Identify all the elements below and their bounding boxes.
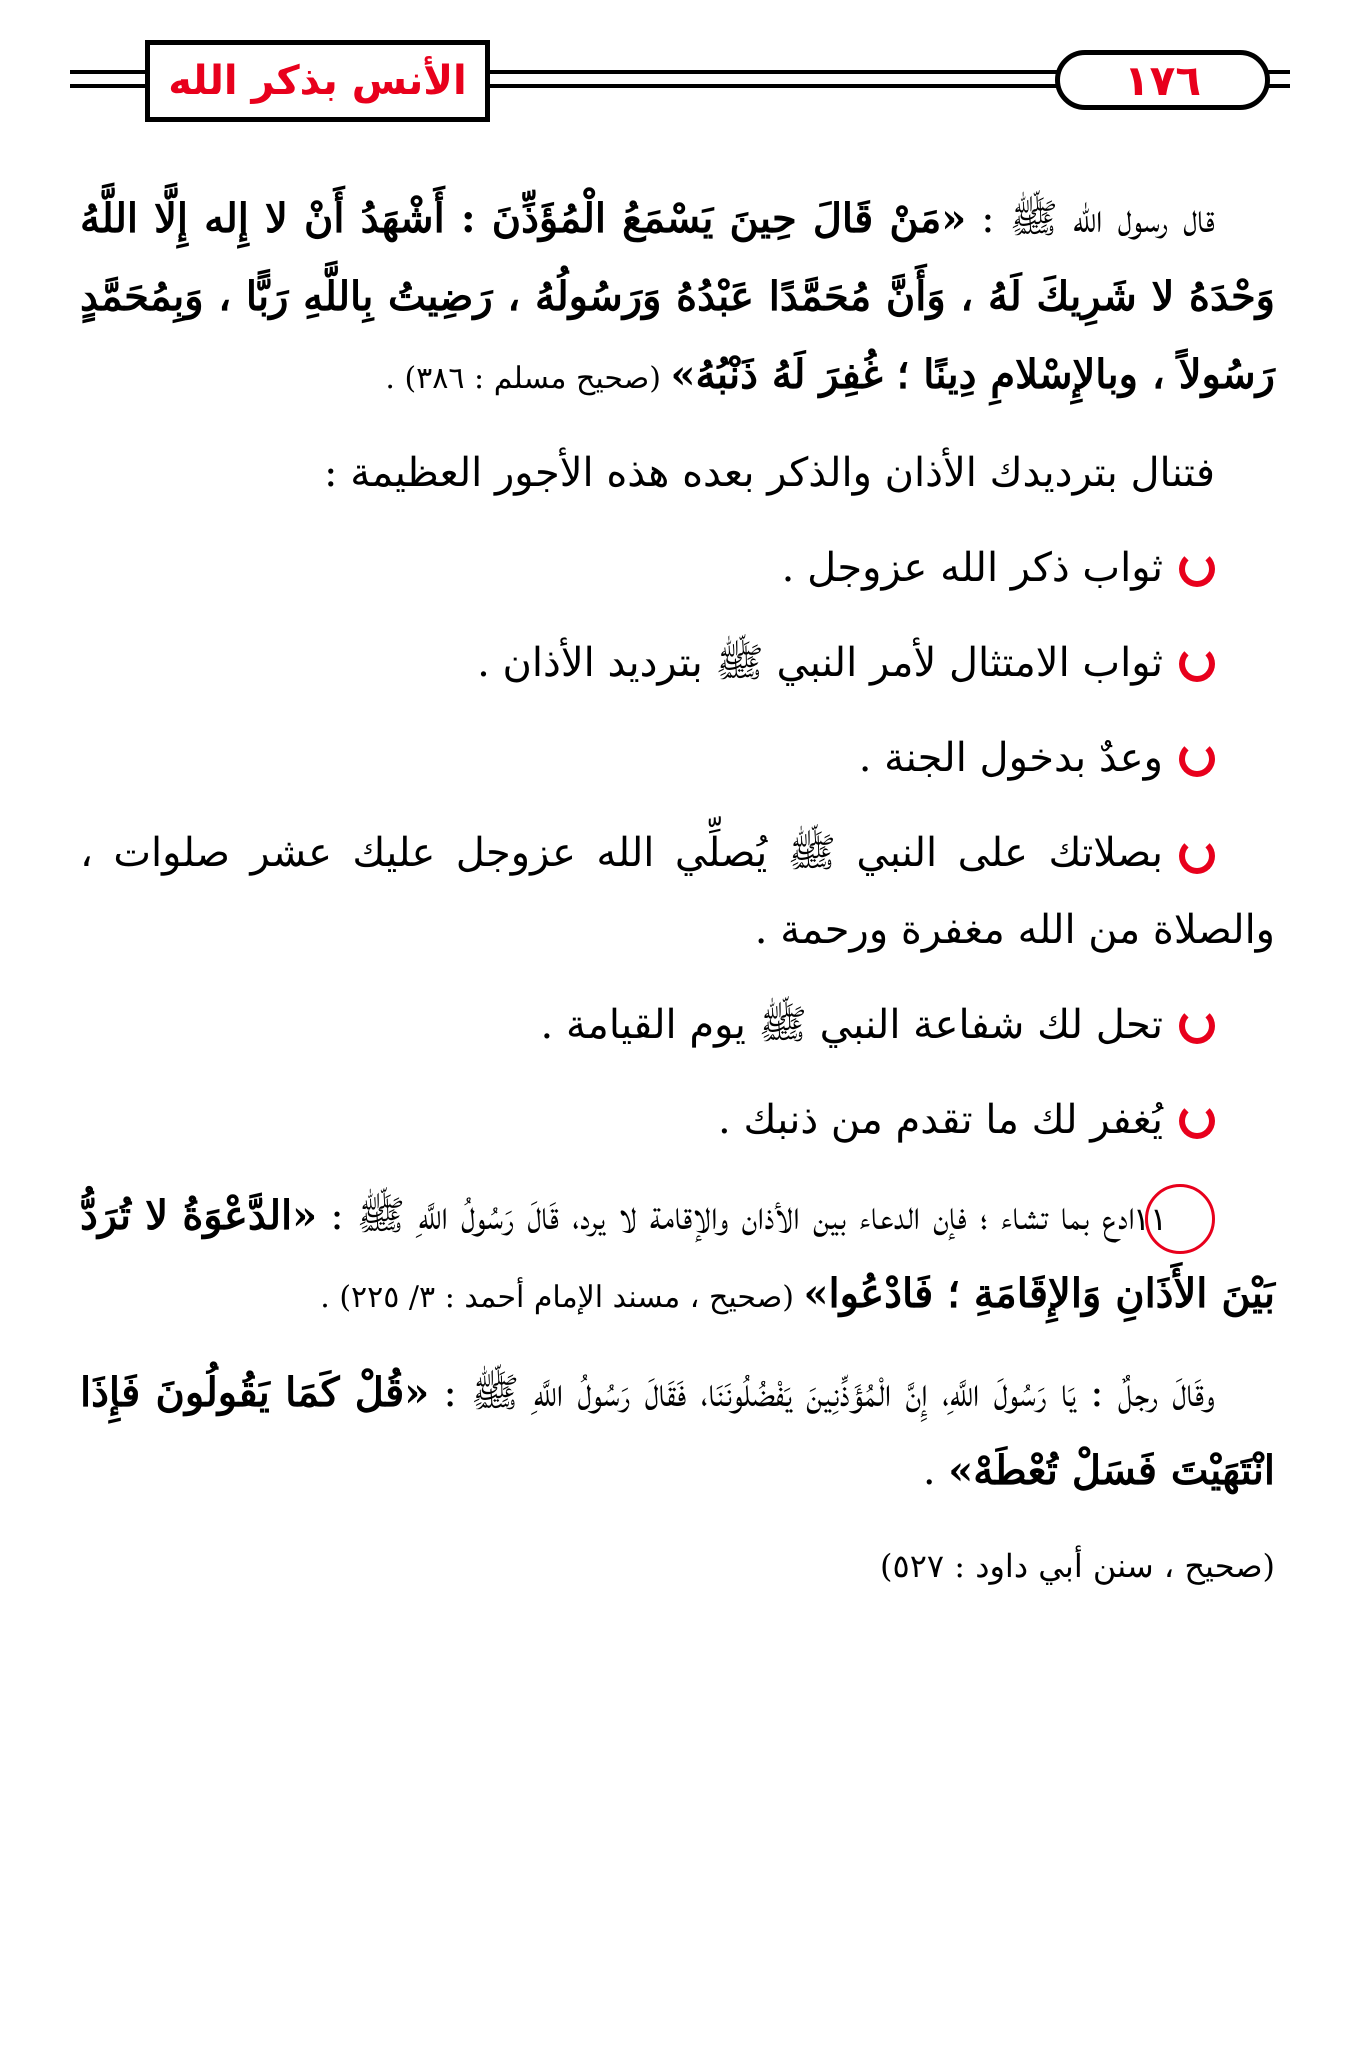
list-item-text: تحل لك شفاعة النبي ﷺ يوم القيامة .	[540, 1002, 1163, 1048]
list-item-text: وعدٌ بدخول الجنة .	[858, 735, 1163, 781]
sentence-end: .	[922, 1448, 949, 1494]
list-item	[80, 625, 1275, 702]
list-item-text: ثواب ذكر الله عزوجل .	[781, 545, 1163, 591]
footnote-reference: (صحيح ، سنن أبي داود : ٥٢٧)	[880, 1547, 1275, 1585]
hadith-intro: قال رسول الله ﷺ :	[966, 196, 1215, 242]
list-item	[80, 815, 1275, 969]
item-number-badge: ١١	[1145, 1184, 1215, 1254]
hadith-text: «قُلْ كَمَا يَقُولُونَ فَإِذَا انْتَهَيْتَ فَسَلْ تُعْطَهْ»	[80, 1369, 1275, 1494]
page-number: ١٧٦	[1055, 50, 1270, 110]
list-item	[80, 720, 1275, 797]
hadith-reference: (صحيح مسلم : ٣٨٦) .	[385, 361, 671, 396]
hadith-intro: وقَالَ رجلٌ : يَا رَسُولَ اللَّهِ، إِنَّ الْمُؤَذِّنِينَ يَفْضُلُونَنَا، فَقَالَ رَسُولُ اللَّهِ ﷺ :	[429, 1370, 1215, 1416]
wreath-icon	[1179, 741, 1215, 777]
wreath-icon	[1179, 1103, 1215, 1139]
list-item	[80, 1082, 1275, 1159]
paragraph-hadith-1	[80, 180, 1275, 417]
list-item-text: يُغفر لك ما تقدم من ذنبك .	[718, 1097, 1163, 1143]
dua-intro: ادع بما تشاء ؛ فإن الدعاء بين الأذان والإقامة لا يرد، قَالَ رَسُولُ اللَّهِ ﷺ :	[317, 1193, 1135, 1239]
paragraph-hadith-2	[80, 1354, 1275, 1510]
paragraph-dua	[80, 1177, 1275, 1336]
list-item-text: ثواب الامتثال لأمر النبي ﷺ بترديد الأذان .	[477, 640, 1163, 686]
page-header	[70, 40, 1290, 135]
list-item	[80, 530, 1275, 607]
wreath-icon	[1179, 1008, 1215, 1044]
hadith-text: «الدَّعْوَةُ لا تُرَدُّ بَيْنَ الأَذَانِ وَالإِقَامَةِ ؛ فَادْعُوا»	[80, 1192, 1275, 1317]
list-item-text: بصلاتك على النبي ﷺ يُصلِّي الله عزوجل عليك عشر صلوات ، والصلاة من الله مغفرة ورحمة .	[80, 830, 1275, 953]
wreath-icon	[1179, 838, 1215, 874]
page-body	[80, 180, 1275, 1623]
hadith-reference: (صحيح ، مسند الإمام أحمد : ٣/ ٢٢٥) .	[320, 1280, 804, 1315]
chapter-title: الأنس بذكر الله	[145, 40, 490, 122]
list-item	[80, 987, 1275, 1064]
wreath-icon	[1179, 646, 1215, 682]
paragraph-rewards-intro: فتنال بترديدك الأذان والذكر بعده هذه الأجور العظيمة :	[324, 450, 1215, 496]
wreath-icon	[1179, 551, 1215, 587]
hadith-text: «مَنْ قَالَ حِينَ يَسْمَعُ الْمُؤَذِّنَ : أَشْهَدُ أَنْ لا إِله إِلَّا اللَّهُ وَحْدَهُ لا شَرِيكَ لَهُ ، وَأَنَّ مُحَمَّدًا عَبْدُهُ وَرَسُولُهُ ، رَضِيتُ بِاللَّهِ رَبًّا ، وَبِمُحَمَّدٍ رَسُولاً ، وبالإِسْلامِ دِينًا ؛ غُفِرَ لَهُ ذَنْبُهُ»	[80, 195, 1275, 398]
